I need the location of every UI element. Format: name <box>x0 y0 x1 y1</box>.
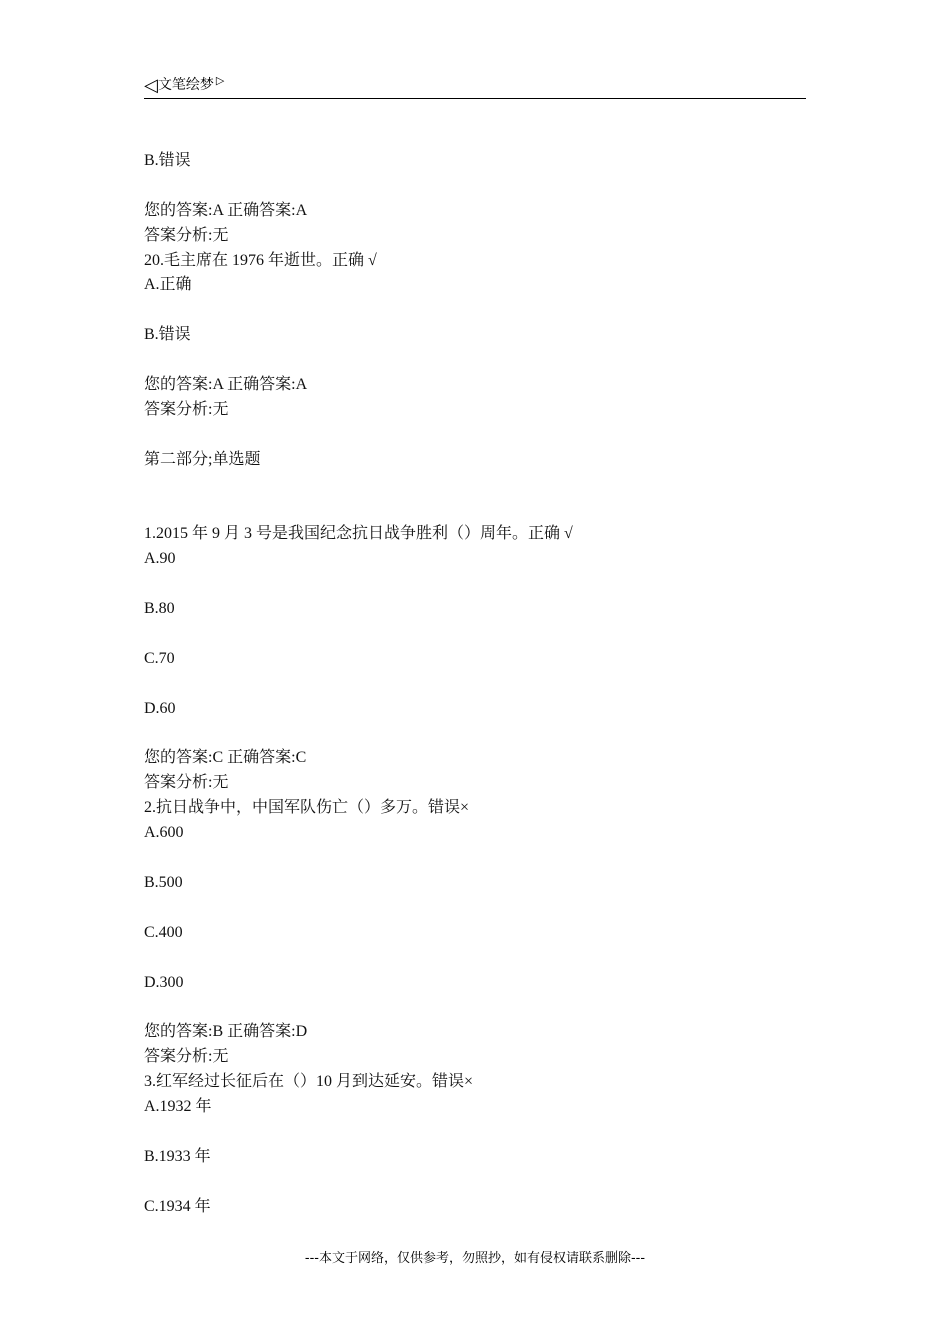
question-line: 3.红军经过长征后在（）10 月到达延安。错误× <box>144 1073 474 1090</box>
option-line: A.正确 <box>144 276 192 293</box>
your-answer-line: 您的答案:C 正确答案:C <box>144 749 307 766</box>
your-answer-line: 您的答案:A 正确答案:A <box>144 202 308 219</box>
page-header <box>144 72 806 99</box>
option-line: B.1933 年 <box>144 1148 211 1165</box>
option-line: D.300 <box>144 974 184 991</box>
option-line: C.1934 年 <box>144 1198 211 1215</box>
answer-analysis-line: 答案分析:无 <box>144 1048 229 1065</box>
option-line: B.80 <box>144 600 175 617</box>
option-line: C.400 <box>144 924 183 941</box>
option-line: B.错误 <box>144 152 191 169</box>
section-heading: 第二部分;单选题 <box>144 451 261 468</box>
option-line: A.600 <box>144 824 184 841</box>
option-line: B.错误 <box>144 326 191 343</box>
left-triangle-icon: ◁ <box>144 75 158 96</box>
page-footer: ---本文于网络，仅供参考，勿照抄，如有侵权请联系删除--- <box>304 1251 646 1266</box>
option-line: C.70 <box>144 650 175 667</box>
header-title-row <box>144 74 224 96</box>
header-title: 文笔绘梦 <box>157 77 214 93</box>
question-line: 2.抗日战争中，中国军队伤亡（）多万。错误× <box>144 799 470 816</box>
question-line: 1.2015 年 9 月 3 号是我国纪念抗日战争胜利（）周年。正确 √ <box>144 525 573 542</box>
your-answer-line: 您的答案:A 正确答案:A <box>144 376 308 393</box>
your-answer-line: 您的答案:B 正确答案:D <box>144 1023 308 1040</box>
option-line: A.90 <box>144 550 176 567</box>
option-line: B.500 <box>144 874 183 891</box>
answer-analysis-line: 答案分析:无 <box>144 401 229 418</box>
option-line: D.60 <box>144 700 176 717</box>
answer-analysis-line: 答案分析:无 <box>144 774 229 791</box>
option-line: A.1932 年 <box>144 1098 212 1115</box>
question-line: 20.毛主席在 1976 年逝世。正确 √ <box>144 252 377 269</box>
answer-analysis-line: 答案分析:无 <box>144 227 229 244</box>
right-triangle-icon: ▷ <box>215 74 225 87</box>
